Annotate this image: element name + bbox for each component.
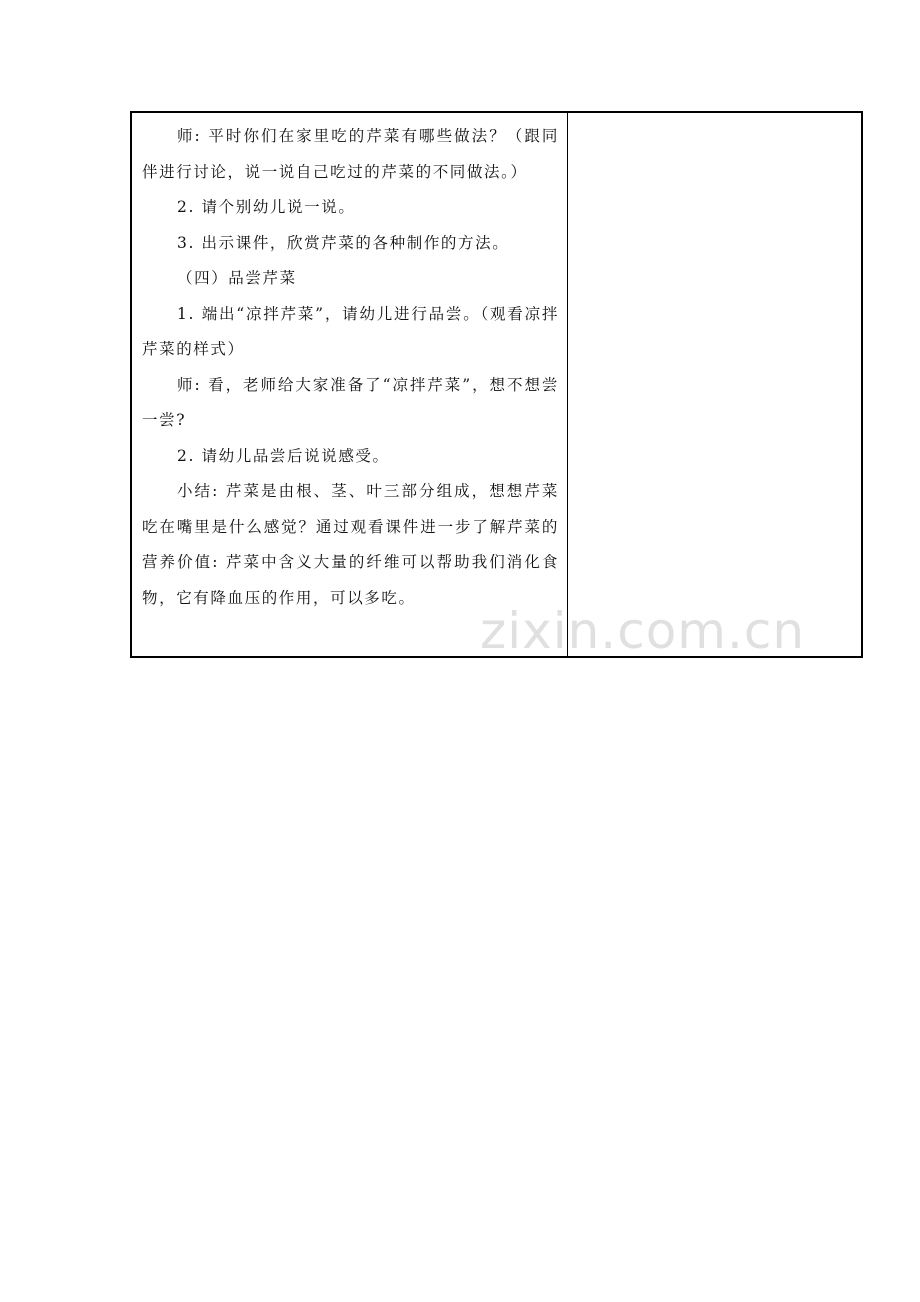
section-heading-tasting: （四）品尝芹菜 [177, 269, 297, 287]
notes-cell [568, 113, 861, 656]
paragraph-tasting-step-1: 1. 端出“凉拌芹菜”，请幼儿进行品尝。（观看凉拌芹菜的样式） [142, 304, 559, 358]
lesson-content-cell [132, 113, 568, 656]
paragraph-step-2: 2. 请个别幼儿说一说。 [177, 198, 356, 216]
watermark: zixin.com.cn [480, 602, 806, 660]
lesson-table [130, 111, 863, 658]
paragraph-tasting-step-2: 2. 请幼儿品尝后说说感受。 [177, 446, 390, 465]
paragraph-summary: 小结: 芹菜是由根、茎、叶三部分组成，想想芹菜吃在嘴里是什么感觉？通过观看课件进一步了解芹菜的营养价值: 芹菜中含义大量的纤维可以帮助我们消化食物，它有降血压的作用，可以多吃。 [142, 482, 559, 607]
paragraph-teacher-question: 师: 平时你们在家里吃的芹菜有哪些做法？（跟同伴进行讨论，说一说自己吃过的芹菜的不同做法。） [142, 127, 559, 181]
paragraph-step-3: 3. 出示课件，欣赏芹菜的各种制作的方法。 [177, 233, 510, 252]
paragraph-teacher-offer: 师: 看，老师给大家准备了“凉拌芹菜”，想不想尝一尝? [142, 375, 559, 429]
